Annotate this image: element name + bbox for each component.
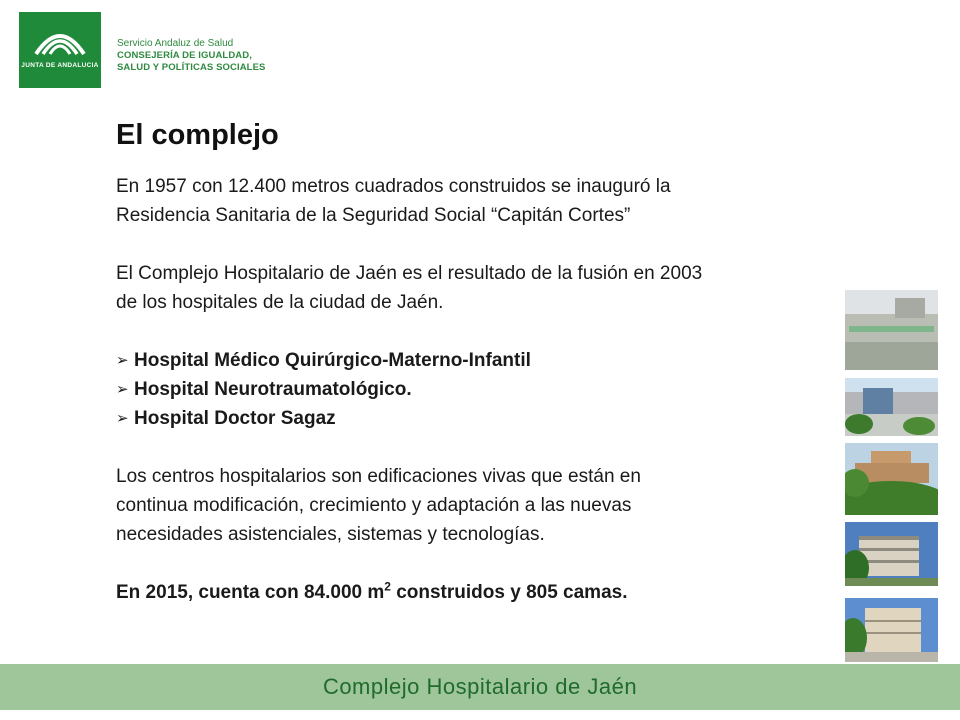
footer-text: Complejo Hospitalario de Jaén xyxy=(322,674,638,699)
footer-bar xyxy=(0,664,960,710)
org-line-2: CONSEJERÍA DE IGUALDAD, xyxy=(117,50,252,61)
paragraph-2-line-1: El Complejo Hospitalario de Jaén es el resultado de la fusión en 2003 xyxy=(116,263,703,284)
hospital-photo-4 xyxy=(845,522,938,586)
arrow-bullet-icon: ➢ xyxy=(116,352,129,369)
junta-arch-icon xyxy=(30,22,90,58)
hospital-photo-3 xyxy=(845,443,938,515)
main-content xyxy=(116,172,846,607)
hospital-photo-1 xyxy=(845,290,938,370)
summary-post: construidos y 805 camas. xyxy=(390,582,628,603)
summary-sup: 2 xyxy=(384,579,391,594)
org-name xyxy=(117,38,265,74)
page-title: El complejo xyxy=(116,119,279,151)
bullet-item xyxy=(116,375,846,404)
org-line-3: SALUD Y POLÍTICAS SOCIALES xyxy=(117,62,266,73)
bullet-item xyxy=(116,404,846,433)
arrow-bullet-icon: ➢ xyxy=(116,410,129,427)
bullet-text: Hospital Médico Quirúrgico-Materno-Infantil xyxy=(134,350,531,371)
hospital-photo-2 xyxy=(845,378,938,436)
logo-caption: JUNTA DE ANDALUCIA xyxy=(21,62,99,69)
bullet-item xyxy=(116,346,846,375)
org-line-1: Servicio Andaluz de Salud xyxy=(117,38,234,49)
summary-pre: En 2015, cuenta con 84.000 m xyxy=(116,582,385,603)
hospital-photo-5 xyxy=(845,598,938,662)
bullet-text: Hospital Neurotraumatológico. xyxy=(134,379,412,400)
arrow-bullet-icon: ➢ xyxy=(116,381,129,398)
paragraph-3-line-2: continua modificación, crecimiento y adaptación a las nuevas xyxy=(116,495,632,516)
paragraph-1-line-1: En 1957 con 12.400 metros cuadrados construidos se inauguró la xyxy=(116,176,671,197)
summary-line xyxy=(116,578,846,607)
paragraph-2-line-2: de los hospitales de la ciudad de Jaén. xyxy=(116,292,444,313)
paragraph-3-line-3: necesidades asistenciales, sistemas y tecnologías. xyxy=(116,524,545,545)
paragraph-3-line-1: Los centros hospitalarios son edificaciones vivas que están en xyxy=(116,466,641,487)
bullet-text: Hospital Doctor Sagaz xyxy=(134,408,336,429)
junta-logo xyxy=(19,12,101,88)
paragraph-1-line-2: Residencia Sanitaria de la Seguridad Social “Capitán Cortes” xyxy=(116,205,631,226)
